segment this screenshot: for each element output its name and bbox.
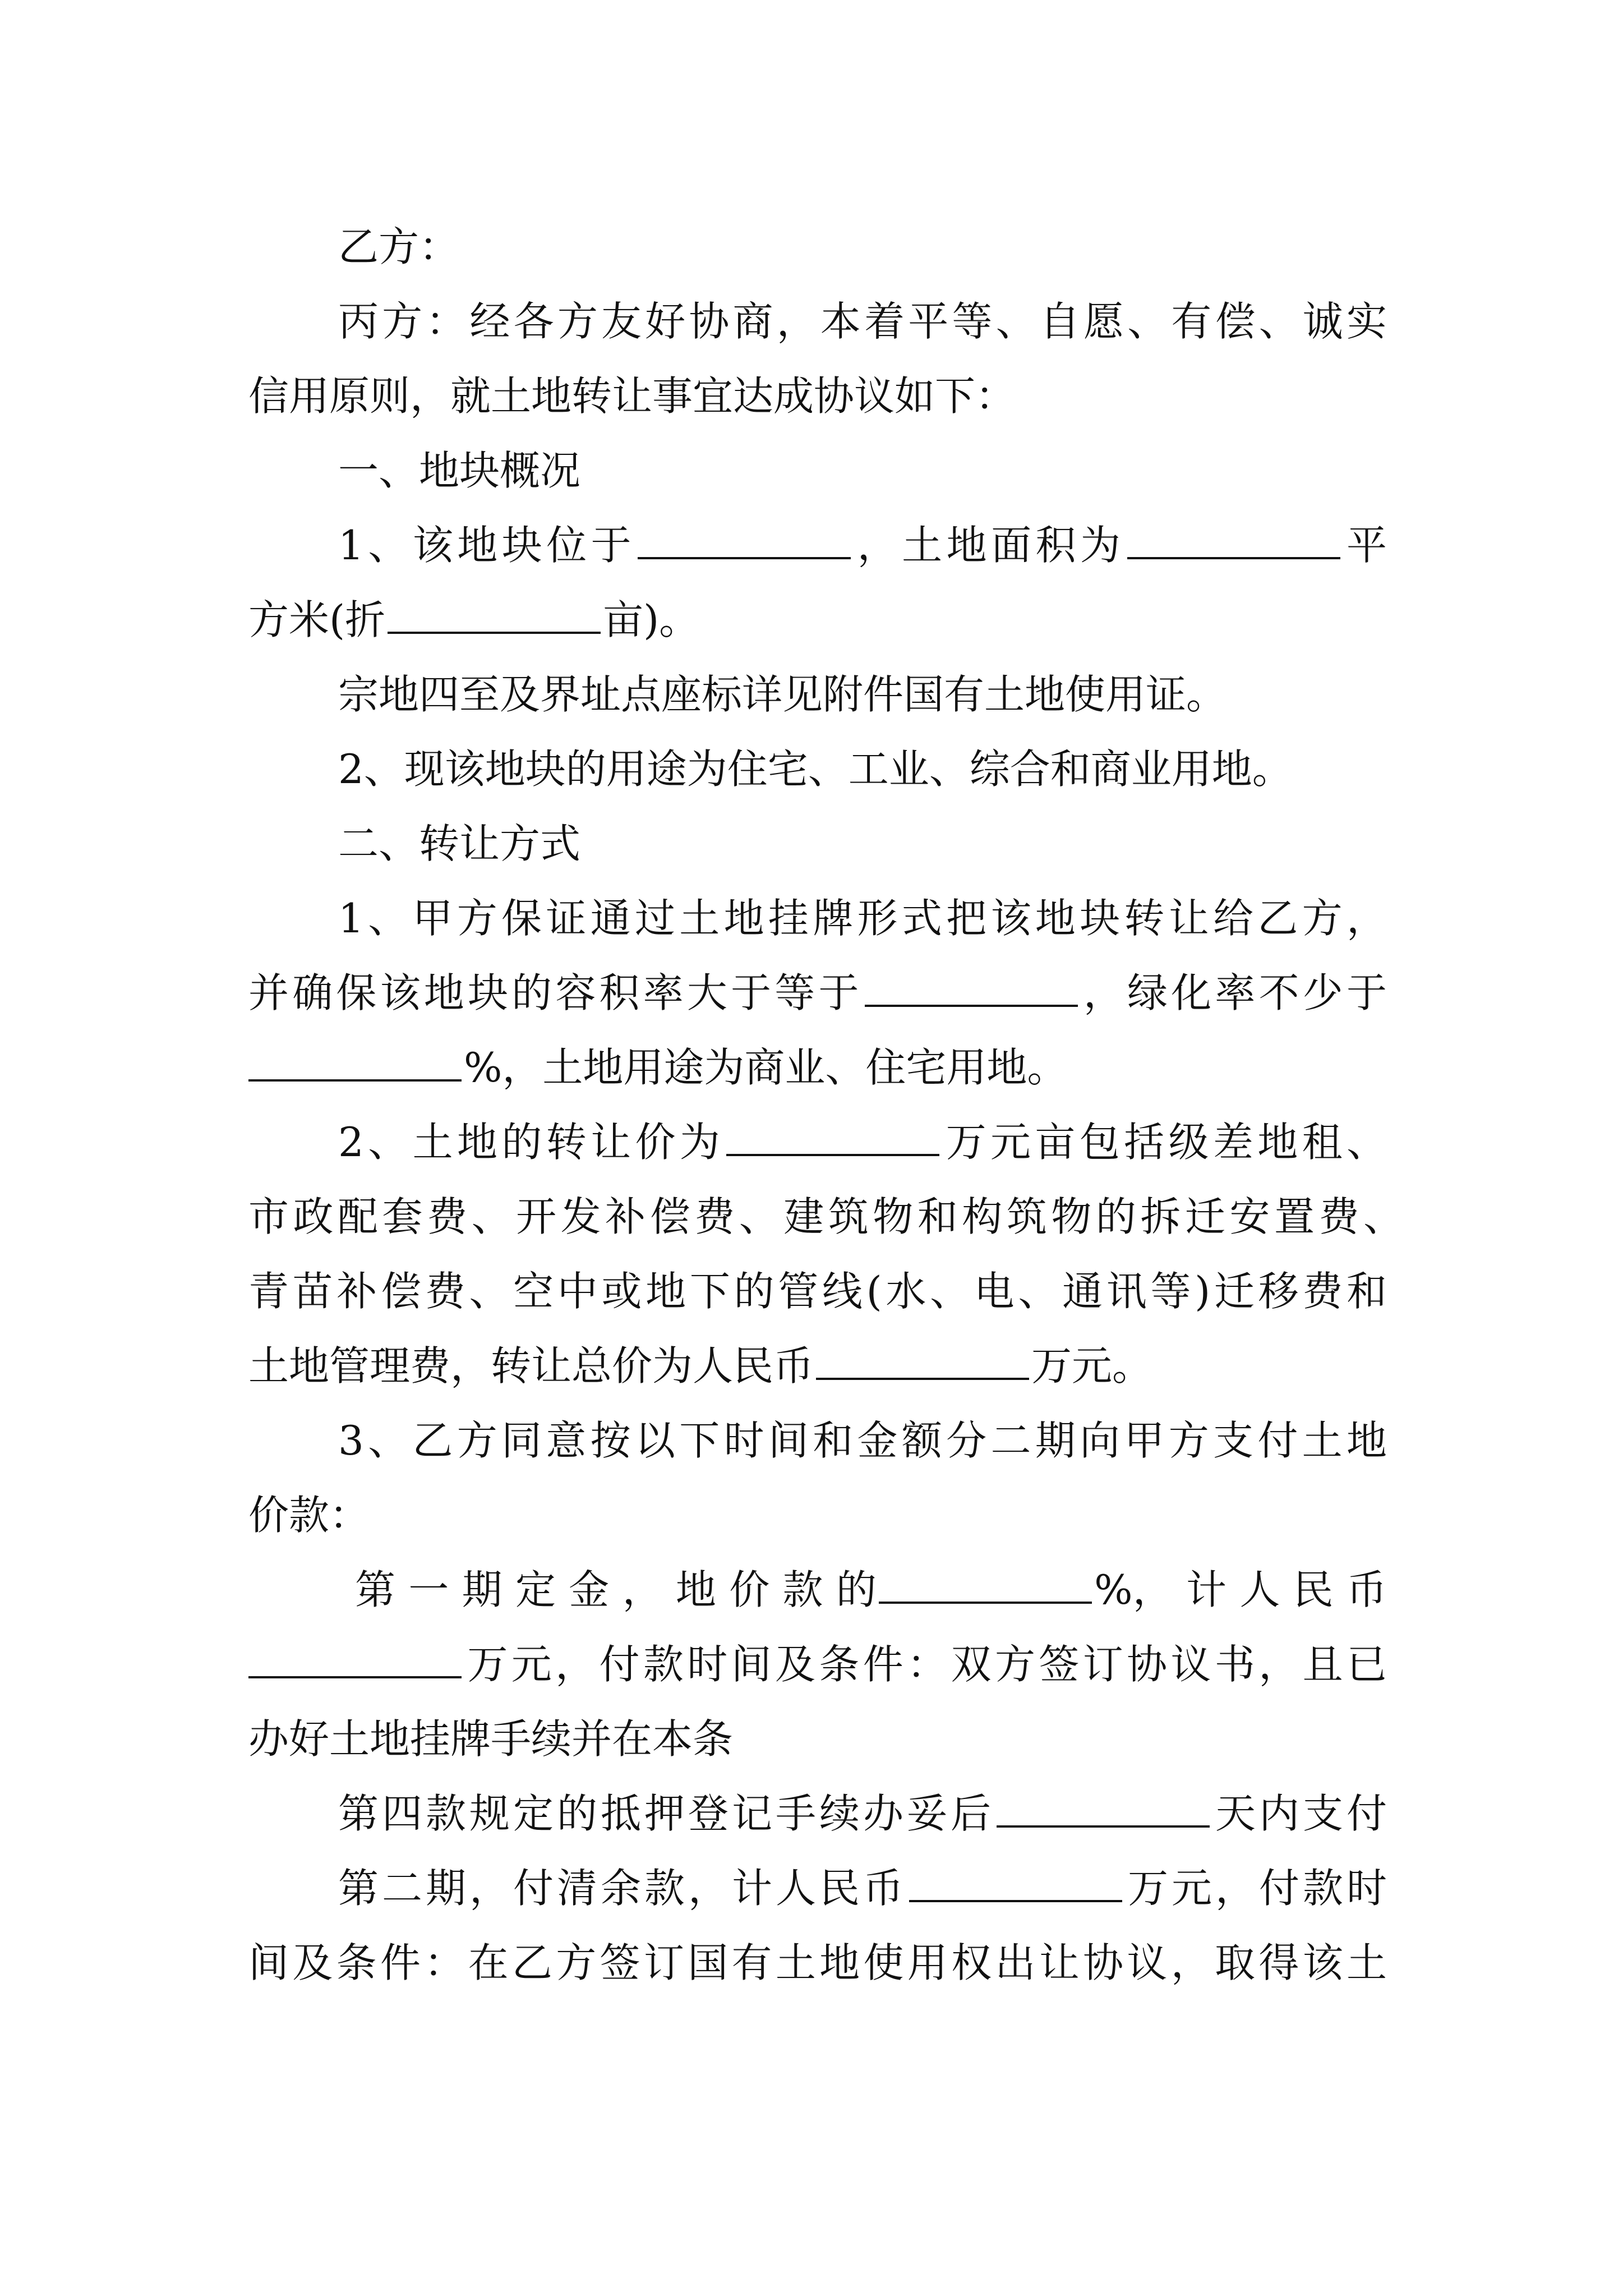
- text-line: 1、该地块位于 ，土地面积为 平: [338, 522, 1387, 569]
- fill-blank[interactable]: [248, 1077, 462, 1082]
- fill-blank[interactable]: [388, 629, 601, 634]
- text-line: 青苗补偿费、空中或地下的管线(水、电、通讯等)迁移费和: [248, 1268, 1387, 1315]
- fill-blank[interactable]: [248, 1674, 462, 1678]
- text-line: 宗地四至及界址点座标详见附件国有土地使用证。: [338, 671, 1227, 718]
- section-heading: 二、转让方式: [338, 820, 581, 867]
- text-line: 市政配套费、开发补偿费、建筑物和构筑物的拆迁安置费、: [248, 1193, 1404, 1240]
- text-line: 1、甲方保证通过土地挂牌形式把该地块转让给乙方，: [338, 895, 1387, 942]
- text-line: 间及条件：在乙方签订国有土地使用权出让协议，取得该土: [248, 1939, 1387, 1986]
- fill-blank[interactable]: [638, 555, 851, 559]
- text-line: 土地管理费，转让总价为人民币 万元。: [248, 1342, 1153, 1389]
- fill-blank[interactable]: [909, 1898, 1122, 1902]
- fill-blank[interactable]: [865, 1002, 1078, 1007]
- text-line: 丙方：经各方友好协商，本着平等、自愿、有偿、诚实: [338, 298, 1387, 345]
- text-line: 方米(折 亩)。: [248, 596, 700, 643]
- fill-blank[interactable]: [816, 1375, 1029, 1380]
- text-line: 价款：: [248, 1492, 370, 1539]
- text-line: 2、土地的转让价为 万元亩包括级差地租、: [338, 1119, 1387, 1166]
- text-line: 第二期，付清余款，计人民币 万元，付款时: [338, 1865, 1387, 1912]
- text-line: 3、乙方同意按以下时间和金额分二期向甲方支付土地: [338, 1417, 1387, 1464]
- text-line: 并确保该地块的容积率大于等于 ，绿化率不少于: [248, 969, 1387, 1016]
- section-heading: 一、地块概况: [338, 447, 581, 494]
- text-line: 第四款规定的抵押登记手续办妥后 天内支付: [338, 1790, 1387, 1837]
- text-line: 乙方：: [338, 223, 460, 270]
- text-line: %，土地用途为商业、住宅用地。: [248, 1041, 1387, 1094]
- text-line: 第 一 期 定 金 ， 地 价 款 的 %， 计 人 民 币: [355, 1566, 1387, 1613]
- fill-blank[interactable]: [726, 1152, 939, 1156]
- fill-blank[interactable]: [1127, 555, 1340, 559]
- text-line: 办好土地挂牌手续并在本条: [248, 1715, 734, 1763]
- fill-blank[interactable]: [997, 1823, 1210, 1828]
- text-line: 信用原则，就土地转让事宜达成协议如下：: [248, 372, 1016, 420]
- text-line: 2、现该地块的用途为住宅、工业、综合和商业用地。: [338, 746, 1293, 793]
- text-line: 万元，付款时间及条件：双方签订协议书，且已: [248, 1637, 1387, 1691]
- fill-blank[interactable]: [879, 1599, 1092, 1604]
